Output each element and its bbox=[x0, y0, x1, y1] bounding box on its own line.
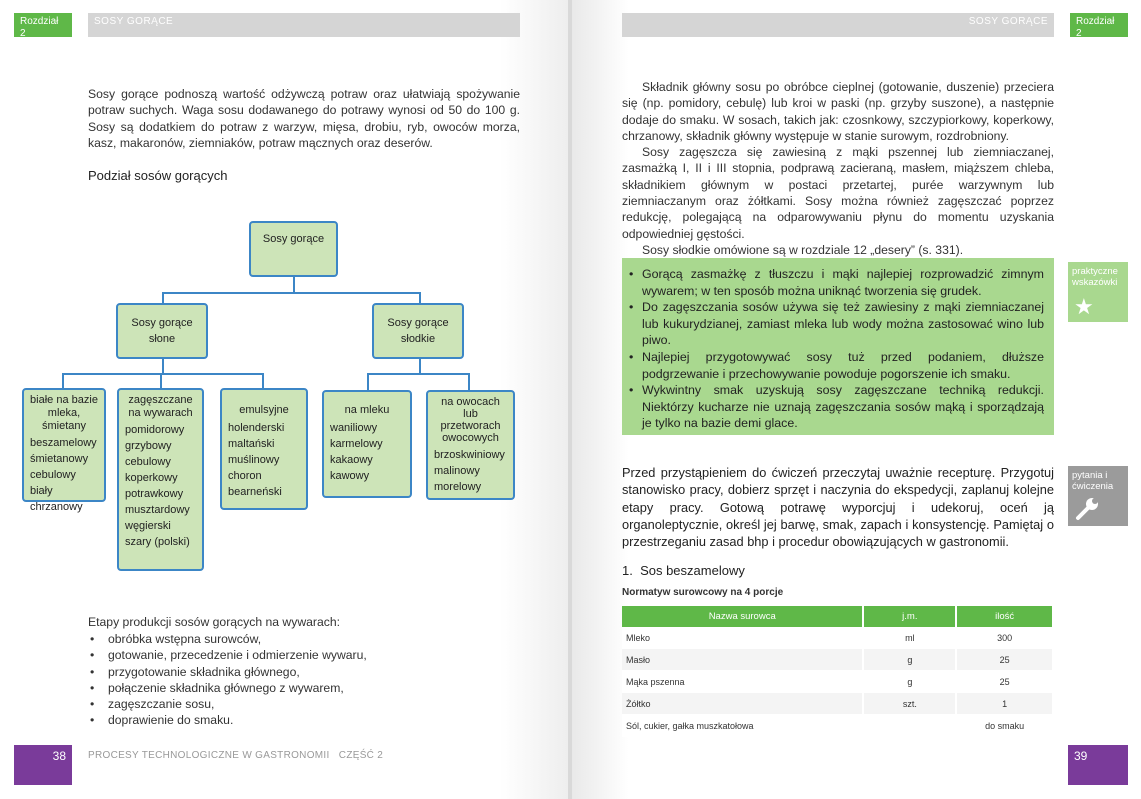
chapter-tab-label: Rozdział 2 bbox=[1076, 16, 1115, 39]
diagram-item: beszamelowy bbox=[30, 437, 97, 449]
connector bbox=[367, 373, 470, 375]
questions-tab bbox=[1068, 466, 1128, 526]
connector bbox=[160, 373, 162, 389]
diagram-item: śmietanowy bbox=[30, 453, 89, 465]
table-cell: 25 bbox=[956, 671, 1053, 693]
connector bbox=[419, 357, 421, 374]
header-bar-right bbox=[622, 13, 1054, 37]
diagram-item: maltański bbox=[228, 438, 275, 450]
diagram-item: kakaowy bbox=[330, 454, 373, 466]
chapter-tab-left bbox=[14, 13, 72, 37]
left-page bbox=[0, 0, 568, 799]
diagram-emulsion bbox=[220, 388, 308, 510]
diagram-salty bbox=[116, 303, 208, 359]
diagram-item: bearneński bbox=[228, 486, 282, 498]
tip-item: • Wykwintny smak uzyskują sosy zagęszczane techniką redukcji. Niektórzy kucharze nie uznają zagęszczania sosów mąką i sporządzają je tylko na bazie demi glace. bbox=[628, 382, 1044, 432]
table-cell: Masło bbox=[622, 649, 863, 671]
diagram-fruit bbox=[426, 390, 515, 500]
connector bbox=[162, 292, 421, 294]
connector bbox=[367, 373, 369, 391]
stages-intro: Etapy produkcji sosów gorących na wywarach: bbox=[88, 615, 340, 629]
diagram-root-label: Sosy gorące bbox=[262, 233, 325, 245]
diagram-item: cebulowy biały bbox=[30, 469, 76, 497]
stages-list bbox=[88, 631, 520, 729]
diagram-item: pomidorowy bbox=[125, 424, 185, 436]
diagram-item: węgierski bbox=[125, 520, 171, 532]
intro-paragraph: Sosy gorące podnoszą wartość odżywczą potraw oraz ułatwiają spożywanie potraw suchych. Waga sosu dodawanego do potrawy wynosi od 50 do 100 g. Sosy są dodatkiem do potraw z warzyw, mięsa, drobiu, ryb, owoców morza, kasz, makaronów, ziemniaków, potraw mącznych oraz deserów. bbox=[88, 87, 520, 150]
footer-text: PROCESY TECHNOLOGICZNE W GASTRONOMII CZĘŚĆ 2 bbox=[88, 750, 384, 761]
header-title-left: SOSY GORĄCE bbox=[94, 16, 174, 27]
tips-tab bbox=[1068, 262, 1128, 322]
page-number-label: 39 bbox=[1074, 749, 1088, 763]
column-header: ilość bbox=[956, 606, 1053, 627]
exercise-intro: Przed przystąpieniem do ćwiczeń przeczytaj uważnie recepturę. Przygotuj stanowisko pracy, dobierz sprzęt i naczynia do ekspedycji, zaplanuj kolejne etapy pracy. Gotową potrawę wyporcjuj i udekoruj, oceń ją organoleptycznie, określ jej barwę, smak, zapach i konsystencję. Pamiętaj o przestrzeganiu zasad bhp i procedur obowiązujących w gastronomii. bbox=[622, 465, 1054, 550]
tips-box bbox=[622, 258, 1054, 435]
table-row bbox=[622, 671, 1053, 693]
section-heading: Podział sosów gorących bbox=[88, 168, 228, 183]
questions-tab-label: pytania i ćwiczenia bbox=[1072, 470, 1114, 492]
list-item: • przygotowanie składnika głównego, bbox=[88, 664, 520, 680]
connector bbox=[293, 275, 295, 293]
list-item: • obróbka wstępna surowców, bbox=[88, 631, 520, 647]
tip-item: • Do zagęszczania sosów używa się też zawiesiny z mąki ziemniaczanej lub kukurydzianej, zamiast mleka lub wody można zastosować wino lub piwo. bbox=[628, 299, 1044, 349]
diagram-item: muślinowy bbox=[228, 454, 280, 466]
chapter-tab-label: Rozdział 2 bbox=[20, 16, 59, 39]
table-cell: Żółtko bbox=[622, 693, 863, 715]
list-item: • zagęszczanie sosu, bbox=[88, 696, 520, 712]
table-row bbox=[622, 649, 1053, 671]
body-paragraphs bbox=[622, 79, 1054, 258]
exercise-title: 1. Sos beszamelowy bbox=[622, 563, 745, 578]
diagram-item: kawowy bbox=[330, 470, 370, 482]
paragraph: Sosy słodkie omówione są w rozdziale 12 „desery” (s. 331). bbox=[642, 242, 964, 257]
connector bbox=[162, 357, 164, 374]
page-number-left bbox=[14, 745, 72, 785]
diagram-item: musztardowy bbox=[125, 504, 190, 516]
list-item: • gotowanie, przecedzenie i odmierzenie wywaru, bbox=[88, 647, 520, 663]
table-cell: Mleko bbox=[622, 627, 863, 649]
diagram-fruit-title: na owocach lub przetworach owocowych bbox=[440, 396, 501, 444]
table-cell: 300 bbox=[956, 627, 1053, 649]
table-cell: g bbox=[863, 649, 956, 671]
star-icon: ★ bbox=[1074, 294, 1094, 319]
wrench-icon bbox=[1074, 496, 1100, 522]
page-number-label: 38 bbox=[52, 749, 66, 763]
diagram-item: brzoskwiniowy bbox=[434, 449, 505, 461]
diagram-item: szary (polski) bbox=[125, 536, 190, 548]
ingredients-table bbox=[622, 606, 1054, 737]
tip-item: • Gorącą zasmażkę z tłuszczu i mąki najlepiej rozprowadzić zimnym wywarem; w ten sposób można uniknąć tworzenia się grudek. bbox=[628, 266, 1044, 299]
tips-tab-label: praktyczne wskazówki bbox=[1072, 266, 1118, 288]
paragraph: Sosy zagęszcza się zawiesiną z mąki pszennej lub ziemniaczanej, zasmażką I, II i III stopnia, podprawą zacieraną, masłem, miąższem chleba, składnikiem głównym w postaci przetartej, purée warzywnym lub ziemniaczanym oraz żółtkami. Sosy można również zagęszczać poprzez redukcję, polegającą na odparowywaniu płynu do momentu uzyskania odpowiedniej gęstości. bbox=[622, 145, 1054, 241]
diagram-salty-label: Sosy gorące słone bbox=[131, 317, 193, 345]
diagram-item: waniliowy bbox=[330, 422, 378, 434]
table-row bbox=[622, 627, 1053, 649]
table-header-row bbox=[622, 606, 1053, 627]
diagram-white-title: białe na bazie mleka, śmietany bbox=[30, 394, 98, 432]
table-row bbox=[622, 715, 1053, 737]
header-title-right: SOSY GORĄCE bbox=[968, 16, 1048, 27]
table-cell: Mąka pszenna bbox=[622, 671, 863, 693]
diagram-root bbox=[249, 221, 338, 277]
diagram-item: choron bbox=[228, 470, 262, 482]
connector bbox=[262, 373, 264, 389]
column-header: j.m. bbox=[863, 606, 956, 627]
list-item: • doprawienie do smaku. bbox=[88, 712, 520, 728]
table-cell: g bbox=[863, 671, 956, 693]
diagram-item: morelowy bbox=[434, 481, 482, 493]
connector bbox=[62, 373, 64, 389]
diagram-item: grzybowy bbox=[125, 440, 172, 452]
diagram-milk bbox=[322, 390, 412, 498]
diagram-sweet-label: Sosy gorące słodkie bbox=[387, 317, 449, 345]
right-page bbox=[572, 0, 1141, 799]
table-cell bbox=[863, 715, 956, 737]
table-cell: ml bbox=[863, 627, 956, 649]
diagram-milk-title: na mleku bbox=[344, 404, 390, 416]
chapter-tab-right bbox=[1070, 13, 1128, 37]
paragraph: Składnik główny sosu po obróbce cieplnej (gotowanie, duszenie) przeciera się (np. pomidory, cebulę) lub kroi w paski (np. grzyby suszone), a następnie dodaje do smaku. W sosach, takich jak: czosnkowy, szczypiorkowy, koperkowy, chrzanowy, składnik główny występuje w stanie surowym, rozdrobniony. bbox=[622, 80, 1054, 143]
norm-title: Normatyw surowcowy na 4 porcje bbox=[622, 587, 784, 598]
table-cell: 25 bbox=[956, 649, 1053, 671]
diagram-item: chrzanowy bbox=[30, 501, 83, 513]
table-cell: Sól, cukier, gałka muszkatołowa bbox=[622, 715, 863, 737]
diagram-item: karmelowy bbox=[330, 438, 383, 450]
diagram-item: potrawkowy bbox=[125, 488, 184, 500]
diagram-item: cebulowy bbox=[125, 456, 171, 468]
diagram-broth-title: zagęszczane na wywarach bbox=[128, 394, 193, 419]
page-number-right bbox=[1068, 745, 1128, 785]
connector bbox=[468, 373, 470, 391]
diagram-item: holenderski bbox=[228, 422, 285, 434]
table-row bbox=[622, 693, 1053, 715]
header-bar-left bbox=[88, 13, 520, 37]
table-cell: 1 bbox=[956, 693, 1053, 715]
table-cell: szt. bbox=[863, 693, 956, 715]
connector bbox=[62, 373, 264, 375]
tip-item: • Najlepiej przygotowywać sosy tuż przed podaniem, dłuższe podgrzewanie i przechowywanie powoduje pogorszenie ich smaku. bbox=[628, 349, 1044, 382]
column-header: Nazwa surowca bbox=[622, 606, 863, 627]
diagram-emulsion-title: emulsyjne bbox=[239, 404, 289, 416]
diagram-item: koperkowy bbox=[125, 472, 178, 484]
diagram-sweet bbox=[372, 303, 464, 359]
list-item: • połączenie składnika głównego z wywarem, bbox=[88, 680, 520, 696]
diagram-item: malinowy bbox=[434, 465, 480, 477]
table-cell: do smaku bbox=[956, 715, 1053, 737]
diagram-broth bbox=[117, 388, 204, 571]
diagram-white bbox=[22, 388, 106, 513]
